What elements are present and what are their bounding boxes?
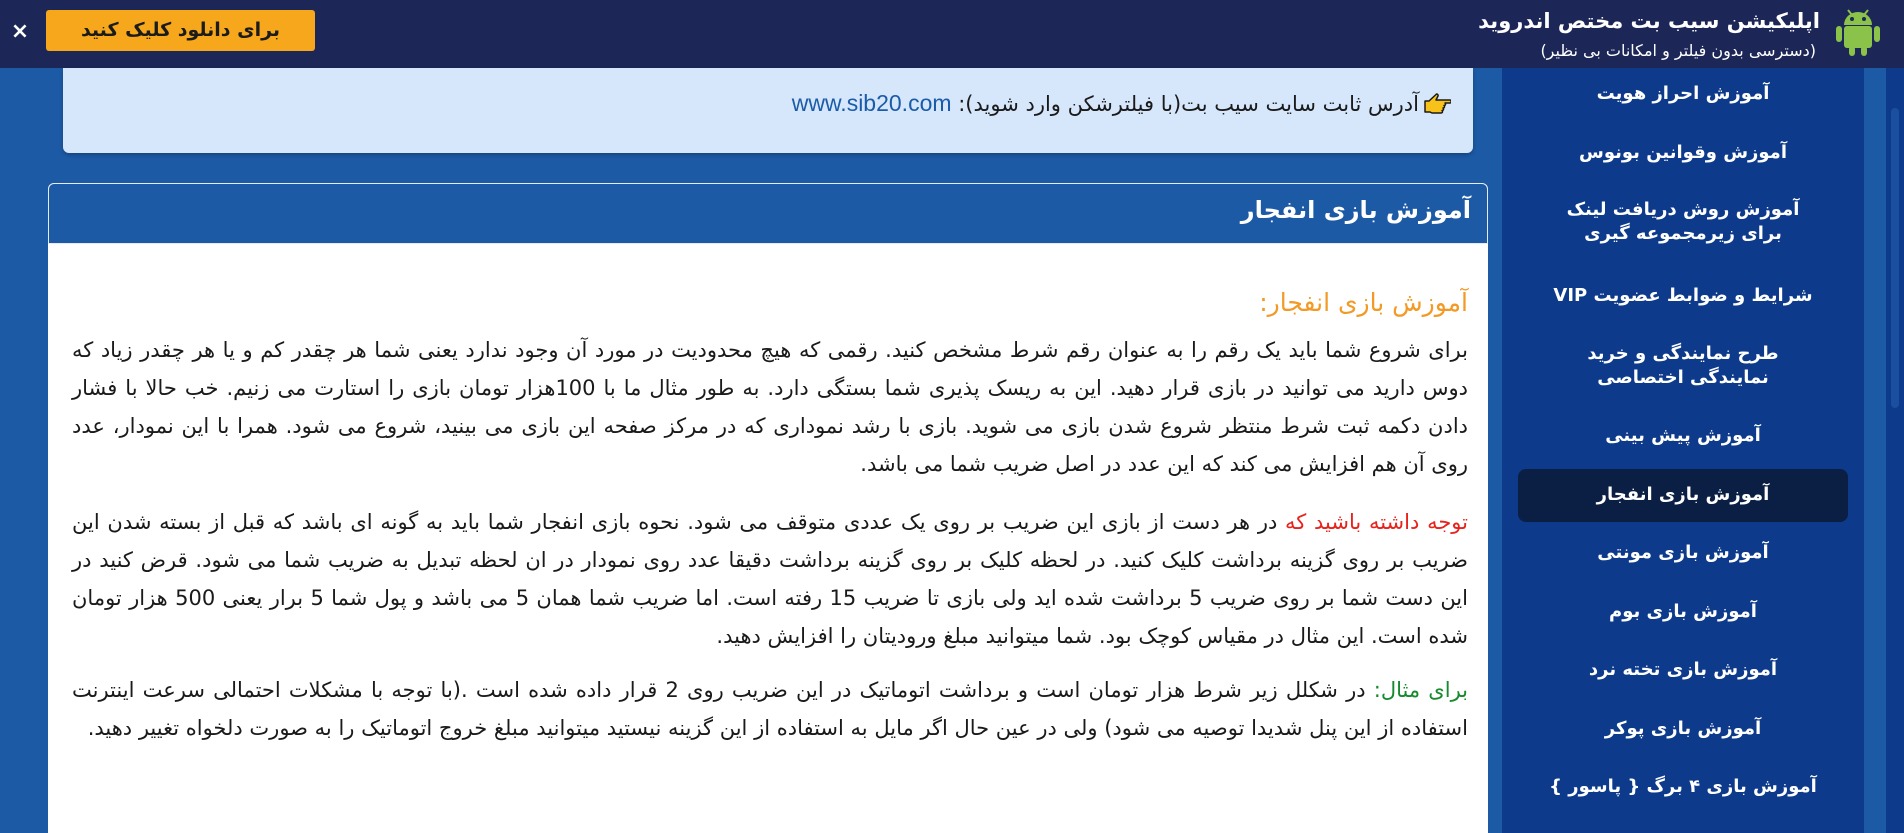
sidebar-item-prediction[interactable]: آموزش پیش بینی xyxy=(1605,425,1761,446)
paragraph-3 xyxy=(72,671,1468,747)
sidebar-item-backgammon[interactable]: آموزش بازی تخته نرد xyxy=(1588,659,1778,680)
article-header: آموزش بازی انفجار xyxy=(48,183,1488,244)
article-panel xyxy=(48,183,1488,833)
banner-subtitle: (دسترسی بدون فیلتر و امکانات بی نظیر) xyxy=(1540,41,1816,60)
sidebar-item-crash-game[interactable]: آموزش بازی انفجار xyxy=(1518,469,1848,522)
paragraph-1: برای شروع شما باید یک رقم را به عنوان رقم شرط مشخص کنید. رقمی که هیچ محدودیت در مورد آن وجود ندارد یعنی شما هر چقدر کم و یا هر چقدر زیاد که دوس دارید می توانید در بازی قرار دهید. این به ریسک پذیری شما بستگی دارد. به طور مثال ما با 100هزار تومان بازی را استارت می زنیم. خب حالا با فشار دادن دکمه ثبت شرط منتظر شروع شدن بازی می شوید. بازی با رشد نموداری که در مرکز صفحه این بازی می بینید، شروع می شود. همرا با این نمودار، عدد روی آن هم افزایش می کند که این عدد در اصل ضریب شما می باشد. xyxy=(72,338,1469,476)
sidebar-item-vip[interactable]: شرایط و ضوابط عضویت VIP xyxy=(1553,285,1813,306)
banner-title: اپلیکیشن سیب بت مختص اندروید xyxy=(1478,9,1820,33)
sidebar-item-agency[interactable]: طرح نمایندگی و خرید نمایندگی اختصاصی xyxy=(1587,343,1779,388)
android-icon xyxy=(1834,6,1882,56)
sidebar-item-referral-link[interactable]: آموزش روش دریافت لینک برای زیرمجموعه گیری xyxy=(1566,199,1800,244)
sidebar-item-bonus[interactable]: آموزش وقوانین بونوس xyxy=(1579,142,1787,163)
paragraph-3-text: در شکلل زیر شرط هزار تومان است و برداشت اتوماتیک در این ضریب روی 2 قرار داده شده است .(با توجه با مشکلات احتمالی سرعت اینترنت استفاده از این پنل شدیدا توصیه می شود) ولی در عین حال اگر مایل به استفاده از این گزینه نیستید میتوانید مبلغ خروج اتوماتیک را به صورت دلخواه تغییر دهید. xyxy=(72,678,1468,740)
main-column xyxy=(0,68,1502,833)
sidebar-item-pasur[interactable]: آموزش بازی ۴ برگ { پاسور } xyxy=(1549,776,1817,797)
close-icon[interactable]: × xyxy=(10,19,30,44)
example-highlight: برای مثال: xyxy=(1373,678,1469,702)
section-title: آموزش بازی انفجار: xyxy=(1259,288,1468,317)
sidebar-menu xyxy=(1502,68,1864,833)
pointing-hand-icon xyxy=(1423,91,1451,115)
download-button[interactable]: برای دانلود کلیک کنید xyxy=(46,10,315,51)
address-notice xyxy=(63,68,1473,153)
sidebar-item-monty[interactable]: آموزش بازی مونتی xyxy=(1597,542,1769,563)
site-address-link[interactable]: www.sib20.com xyxy=(791,90,952,116)
paragraph-2 xyxy=(72,503,1468,655)
note-highlight: توجه داشته باشید که xyxy=(1285,510,1468,534)
sidebar-item-boom[interactable]: آموزش بازی بوم xyxy=(1609,601,1757,622)
scrollbar[interactable] xyxy=(1886,68,1904,833)
scrollbar-thumb[interactable] xyxy=(1891,108,1899,408)
article-body xyxy=(48,288,1488,747)
sidebar-item-identity[interactable]: آموزش احراز هویت xyxy=(1596,83,1770,104)
address-label: آدرس ثابت سایت سیب بت(با فیلترشکن وارد شوید): xyxy=(951,92,1419,116)
paragraph-2-text: در هر دست از بازی این ضریب بر روی یک عددی متوقف می شود. نحوه بازی انفجار شما باید به گونه ای باشد که قبل از بسته شدن این ضریب بر روی گزینه برداشت کلیک کنید. در لحظه کلیک بر روی گزینه برداشت دقیقا عدد روی نمودار در ان لحظه تبدیل به ضریب شما می شود. قرض کنید در این دست شما بر روی ضریب 5 برداشت شده اید ولی بازی تا ضریب 15 رفته است. اما ضریب شما همان 5 می باشد و پول شما 5 برار یعنی 500 هزار تومان شده است. این مثال در مقیاس کوچک بود. شما میتوانید مبلغ ورودیتان را افزایش دهید. xyxy=(72,510,1468,648)
app-banner xyxy=(0,0,1904,68)
sidebar-item-poker[interactable]: آموزش بازی پوکر xyxy=(1604,718,1762,739)
address-line xyxy=(792,90,1451,117)
